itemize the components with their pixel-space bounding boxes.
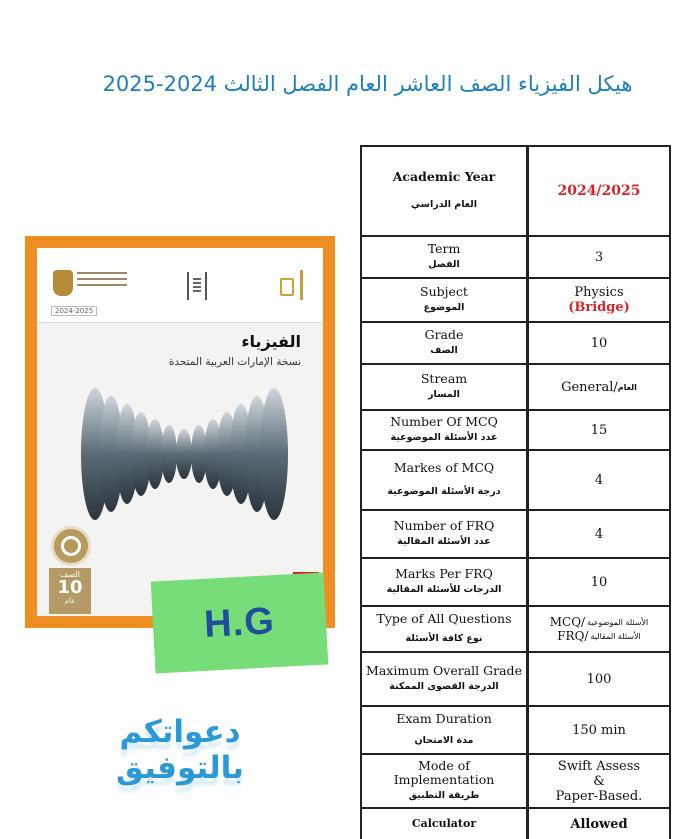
label-en: Mode of Implementation: [393, 758, 495, 787]
table-row: [362, 147, 671, 237]
row-value: [529, 147, 671, 235]
row-label: [362, 607, 529, 651]
row-label: [362, 279, 529, 321]
row-label: [362, 511, 529, 557]
value2-ar: الأسئلة المقالية: [590, 631, 641, 641]
label-en: Type of All Questions: [376, 611, 512, 626]
label-ar: الفصل: [428, 259, 460, 270]
label-en: Academic Year: [392, 169, 496, 184]
label-ar: الصف: [430, 345, 458, 356]
cover-year: 2024-2025: [51, 306, 97, 316]
hg-text: H.G: [203, 600, 276, 646]
row-value: [529, 451, 671, 509]
label-ar: عدد الأسئلة الموضوعية: [390, 432, 498, 443]
label-ar: نوع كافة الأسئلة: [405, 633, 483, 644]
grade-box: [49, 568, 91, 614]
table-row: [362, 707, 671, 755]
row-label: [362, 559, 529, 605]
label-ar: طريقة التطبيق: [408, 790, 480, 801]
row-label: [362, 755, 529, 807]
value-line-2: [529, 629, 669, 643]
cover-title: الفيزياء: [241, 332, 301, 351]
row-value: [529, 559, 671, 605]
turbine-image: [77, 382, 292, 527]
row-label: [362, 237, 529, 277]
row-value: [529, 279, 671, 321]
value-ar: الأسئلة الموضوعية: [587, 617, 649, 627]
hg-sticker: [151, 573, 329, 674]
page-title: هيكل الفيزياء الصف العاشر العام الفصل الثالث 2024-2025: [102, 72, 633, 96]
table-row: [362, 607, 671, 653]
label-ar: المسار: [428, 389, 460, 400]
label-en: Maximum Overall Grade: [366, 663, 522, 678]
good-luck-text: دعواتكم بالتوفيق: [116, 714, 244, 786]
label-en: Calculator: [411, 817, 477, 830]
label-en: Stream: [420, 371, 468, 386]
label-en: Number Of MCQ: [390, 414, 498, 429]
center-logo-icon: [187, 272, 207, 300]
row-label: [362, 451, 529, 509]
value-2: &: [593, 773, 605, 789]
row-label: [362, 365, 529, 409]
value: Physics: [574, 285, 624, 300]
book-cover: [25, 236, 335, 628]
label-ar: الدرجة القصوى الممكنة: [389, 681, 499, 692]
row-value: [529, 755, 671, 807]
award-badge-icon: [51, 526, 91, 566]
label-ar: درجة الأسئلة الموضوعية: [387, 486, 501, 497]
row-label: [362, 147, 529, 235]
uae-emblem-icon: [53, 270, 73, 296]
table-row: [362, 279, 671, 323]
label-ar: الدرجات للأسئلة المقالية: [386, 584, 502, 595]
grade-track: عام: [64, 597, 76, 605]
row-value: [529, 607, 671, 651]
label-en: Term: [427, 241, 461, 256]
value-ar: العام: [617, 382, 637, 392]
book-cover-inner: [37, 248, 323, 616]
label-en: Exam Duration: [396, 711, 492, 726]
row-label: [362, 323, 529, 363]
row-label: [362, 653, 529, 705]
value: 10: [590, 335, 608, 351]
table-row: [362, 237, 671, 279]
label-ar: العام الدراسي: [410, 199, 477, 210]
value: Allowed: [570, 816, 628, 832]
row-value: [529, 707, 671, 753]
label-ar: الموضوع: [423, 302, 465, 313]
value: General/: [561, 379, 618, 395]
value: 2024/2025: [557, 183, 641, 199]
value: 4: [594, 526, 604, 542]
ministry-logo: [77, 272, 127, 290]
cover-header: [37, 248, 323, 323]
label-en: Number of FRQ: [393, 518, 495, 533]
value: Swift Assess: [557, 758, 641, 774]
row-label: [362, 707, 529, 753]
value: 3: [594, 249, 604, 265]
value: 15: [590, 422, 608, 438]
label-ar: مدة الامتحان: [414, 735, 474, 746]
label-ar: عدد الأسئلة المقالية: [397, 536, 491, 547]
table-row: [362, 559, 671, 607]
table-row: [362, 411, 671, 451]
grade-label: الصف: [60, 570, 80, 579]
value: MCQ/: [549, 615, 586, 629]
row-label: [362, 411, 529, 449]
value: 150 min: [572, 722, 626, 738]
cover-subtitle: نسخة الإمارات العربية المتحدة: [168, 356, 301, 368]
value-line-1: [529, 615, 669, 629]
value: 100: [586, 671, 612, 687]
row-value: [529, 237, 671, 277]
row-value: [529, 653, 671, 705]
label-en: Grade: [424, 327, 464, 342]
label-en: Markes of MCQ: [393, 460, 495, 475]
value: 4: [594, 472, 604, 488]
label-en: Subject: [420, 284, 468, 299]
value-sub: (Bridge): [568, 300, 630, 315]
row-value: [529, 411, 671, 449]
exam-structure-table: [360, 145, 671, 839]
table-row: [362, 653, 671, 707]
row-value: [529, 365, 671, 409]
table-row: [362, 451, 671, 511]
value-2: FRQ/: [557, 629, 589, 643]
value: 10: [590, 574, 608, 590]
label-en: Marks Per FRQ: [395, 566, 493, 581]
row-value: [529, 323, 671, 363]
grade-number: 10: [57, 577, 83, 598]
row-value: [529, 511, 671, 557]
table-row: [362, 323, 671, 365]
table-row: [362, 511, 671, 559]
table-row: [362, 365, 671, 411]
education-logo-icon: [274, 270, 303, 300]
value-3: Paper-Based.: [555, 788, 643, 804]
table-row: [362, 755, 671, 809]
